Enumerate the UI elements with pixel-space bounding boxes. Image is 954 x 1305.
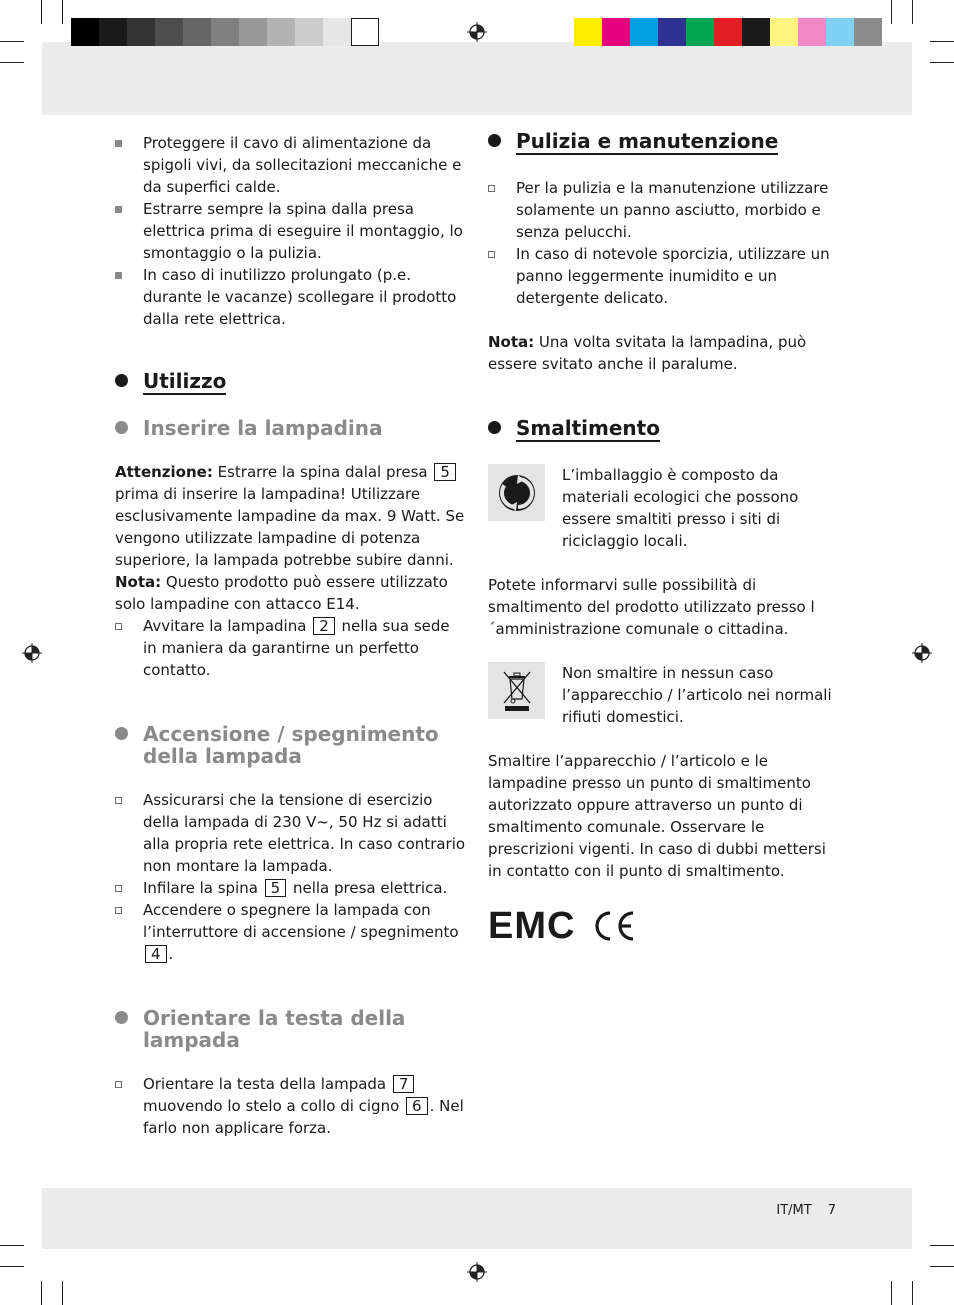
square-bullet-icon xyxy=(115,140,122,147)
page-footer xyxy=(776,1201,836,1221)
note-paragraph: Nota: Questo prodotto può essere utilizzato solo lampadine con attacco E14. xyxy=(115,573,448,613)
crop-mark xyxy=(912,0,913,24)
left-column xyxy=(115,120,467,1139)
crop-mark xyxy=(0,1245,24,1246)
color-swatch xyxy=(127,18,155,46)
safety-bullet: Estrarre sempre la spina dalla presa elettrica prima di eseguire il montaggio, lo smontaggio o la pulizia. xyxy=(115,198,467,264)
part-reference: 5 xyxy=(434,463,456,481)
color-swatch xyxy=(351,18,379,46)
crop-mark xyxy=(0,1266,24,1267)
safety-bullet: In caso di inutilizzo prolungato (p.e. durante le vacanze) scollegare il prodotto dalla rete elettrica. xyxy=(115,264,467,330)
page-number: 7 xyxy=(827,1203,836,1218)
color-swatch xyxy=(211,18,239,46)
color-swatch xyxy=(239,18,267,46)
instruction-step: Assicurarsi che la tensione di esercizio della lampada di 230 V~, 50 Hz si adatti alla propria rete elettrica. In caso contrario non montare la lampada. xyxy=(115,789,467,877)
disposal-info-paragraph: Potete informarvi sulle possibilità di smaltimento del prodotto utilizzato presso l´amministrazione comunale o cittadina. xyxy=(488,576,815,638)
crop-mark xyxy=(930,62,954,63)
color-swatch xyxy=(323,18,351,46)
language-code: IT/MT xyxy=(776,1203,812,1218)
part-reference: 2 xyxy=(313,617,335,635)
section-heading-disposal: Smaltimento xyxy=(488,417,840,442)
subheading-switch-on-off: Accensione / spegnimento della lampada xyxy=(115,723,467,767)
crop-mark xyxy=(62,0,63,24)
square-bullet-icon xyxy=(115,206,122,213)
registration-mark-icon xyxy=(22,643,42,663)
heading-dot-icon xyxy=(115,1011,128,1024)
color-swatch xyxy=(714,18,742,46)
part-reference: 6 xyxy=(406,1097,428,1115)
crop-mark xyxy=(930,1245,954,1246)
heading-dot-icon xyxy=(115,374,128,387)
subheading-orient-head: Orientare la testa della lampada xyxy=(115,1007,467,1051)
attention-paragraph: Attenzione: Estrarre la spina dalal presa 5 prima di inserire la lampadina! Utilizzare esclusivamente lampadine da max. 9 Watt. Se vengono utilizzate lampadine di potenza superiore, la lampada potrebbe subire danni. xyxy=(115,463,465,569)
right-column xyxy=(488,120,840,946)
color-swatch xyxy=(658,18,686,46)
crop-mark xyxy=(930,1266,954,1267)
registration-mark-icon xyxy=(467,22,487,42)
instruction-step: Orientare la testa della lampada 7 muovendo lo stelo a collo di cigno 6 . Nel farlo non applicare forza. xyxy=(115,1073,467,1139)
color-calibration-strip xyxy=(574,18,882,46)
crop-mark xyxy=(41,1281,42,1305)
section-heading-cleaning: Pulizia e manutenzione xyxy=(488,130,840,155)
section-heading-usage: Utilizzo xyxy=(115,370,467,395)
weee-info: Non smaltire in nessun caso l’apparecchio / l’articolo nei normali rifiuti domestici. xyxy=(488,662,840,728)
registration-mark-icon xyxy=(912,643,932,663)
color-swatch xyxy=(798,18,826,46)
color-swatch xyxy=(99,18,127,46)
instruction-step: Accendere o spegnere la lampada con l’interruttore di accensione / spegnimento 4 . xyxy=(115,899,467,965)
grayscale-calibration-strip xyxy=(71,18,379,46)
crop-mark xyxy=(912,1281,913,1305)
note-paragraph: Nota: Una volta svitata la lampadina, può essere svitato anche il paralume. xyxy=(488,333,807,373)
checkbox-bullet-icon xyxy=(488,251,495,258)
checkbox-bullet-icon xyxy=(488,185,495,192)
color-swatch xyxy=(574,18,602,46)
color-swatch xyxy=(686,18,714,46)
safety-bullet: Proteggere il cavo di alimentazione da spigoli vivi, da sollecitazioni meccaniche e da superfici calde. xyxy=(115,132,467,198)
checkbox-bullet-icon xyxy=(115,907,122,914)
green-dot-recycling-icon xyxy=(488,464,545,521)
registration-mark-icon xyxy=(467,1262,487,1282)
part-reference: 7 xyxy=(393,1075,415,1093)
packaging-info: L’imballaggio è composto da materiali ecologici che possono essere smaltiti presso i siti di riciclaggio locali. xyxy=(488,464,840,552)
heading-dot-icon xyxy=(488,421,501,434)
checkbox-bullet-icon xyxy=(115,623,122,630)
disposal-instructions-paragraph: Smaltire l’apparecchio / l’articolo e le lampadine presso un punto di smaltimento autorizzato oppure attraverso un punto di smaltimento comunale. Osservare le prescrizioni vigenti. In caso di dubbi mettersi in contatto con il punto di smaltimento. xyxy=(488,752,826,880)
square-bullet-icon xyxy=(115,272,122,279)
heading-dot-icon xyxy=(115,727,128,740)
color-swatch xyxy=(630,18,658,46)
crop-mark xyxy=(891,0,892,24)
crop-mark xyxy=(62,1281,63,1305)
crossed-out-bin-icon xyxy=(488,662,545,719)
part-reference: 5 xyxy=(265,879,287,897)
checkbox-bullet-icon xyxy=(115,885,122,892)
color-swatch xyxy=(854,18,882,46)
instruction-step: Avvitare la lampadina 2 nella sua sede in maniera da garantirne un perfetto contatto. xyxy=(115,615,467,681)
color-swatch xyxy=(826,18,854,46)
part-reference: 4 xyxy=(145,945,167,963)
certification-marks xyxy=(488,906,840,946)
color-swatch xyxy=(155,18,183,46)
crop-mark xyxy=(0,41,24,42)
heading-dot-icon xyxy=(488,134,501,147)
heading-dot-icon xyxy=(115,421,128,434)
instruction-step: Per la pulizia e la manutenzione utilizzare solamente un panno asciutto, morbido e senza pelucchi. xyxy=(488,177,840,243)
header-band xyxy=(42,42,912,115)
color-swatch xyxy=(71,18,99,46)
checkbox-bullet-icon xyxy=(115,1081,122,1088)
color-swatch xyxy=(183,18,211,46)
color-swatch xyxy=(742,18,770,46)
instruction-step: Infilare la spina 5 nella presa elettrica. xyxy=(115,877,467,899)
color-swatch xyxy=(602,18,630,46)
color-swatch xyxy=(267,18,295,46)
crop-mark xyxy=(891,1281,892,1305)
instruction-step: In caso di notevole sporcizia, utilizzare un panno leggermente inumidito e un detergente delicato. xyxy=(488,243,840,309)
color-swatch xyxy=(770,18,798,46)
crop-mark xyxy=(0,62,24,63)
crop-mark xyxy=(930,41,954,42)
ce-mark-icon xyxy=(591,910,635,942)
emc-mark: EMC xyxy=(488,905,576,947)
crop-mark xyxy=(41,0,42,24)
checkbox-bullet-icon xyxy=(115,797,122,804)
subheading-insert-bulb: Inserire la lampadina xyxy=(115,417,467,439)
color-swatch xyxy=(295,18,323,46)
